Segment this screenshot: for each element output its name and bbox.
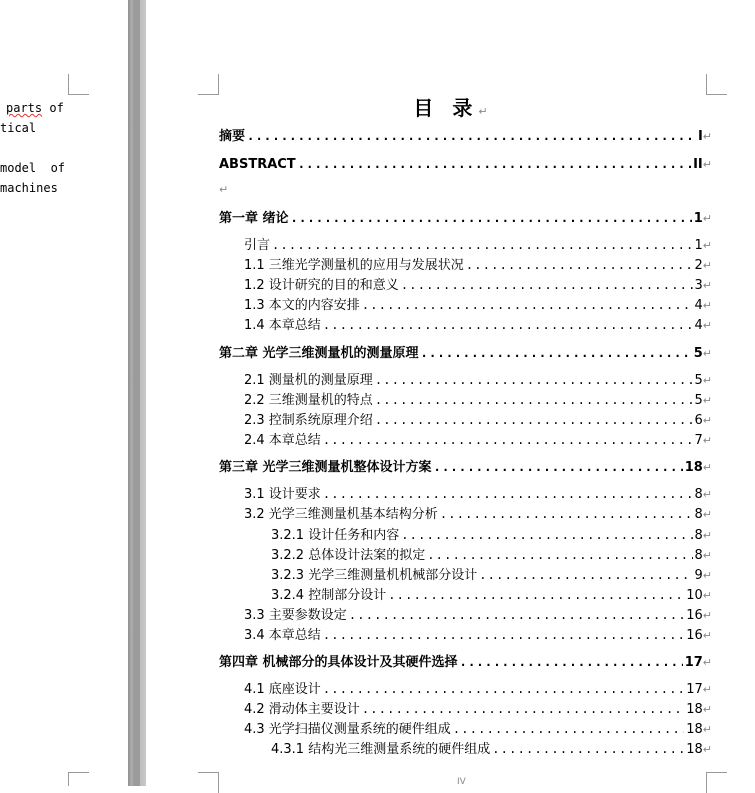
toc-entry-page: 9 — [694, 568, 703, 583]
toc-entry[interactable] — [219, 459, 712, 476]
toc-leader-dots — [375, 392, 693, 408]
toc-leader-dots — [460, 654, 683, 670]
toc-entry-label: 1.1 三维光学测量机的应用与发展状况 — [244, 258, 464, 273]
toc-entry-label: 引言 — [244, 238, 271, 253]
previous-page — [0, 0, 128, 786]
toc-leader-dots — [421, 345, 692, 361]
toc-entry-page: 18 — [686, 702, 703, 717]
toc-entry[interactable] — [244, 317, 712, 334]
toc-entry-label: 第一章 绪论 — [219, 211, 289, 226]
toc-leader-dots — [323, 432, 693, 448]
toc-entry[interactable] — [244, 486, 712, 503]
toc-entry-label: 4.3.1 结构光三维测量系统的硬件组成 — [271, 742, 491, 757]
toc-entry-label: 2.2 三维测量机的特点 — [244, 393, 373, 408]
toc-entry[interactable] — [271, 587, 712, 604]
toc-leader-dots — [362, 701, 684, 717]
toc-entry-label: 2.1 测量机的测量原理 — [244, 373, 373, 388]
toc-leader-dots — [323, 681, 684, 697]
toc-entry-page: 7 — [694, 433, 703, 448]
toc-entry-label: 3.2.2 总体设计法案的拟定 — [271, 548, 426, 563]
toc-entry-page: 16 — [686, 628, 703, 643]
toc-entry[interactable] — [244, 372, 712, 389]
toc-entry-page: 6 — [694, 413, 703, 428]
toc-leader-dots — [298, 156, 691, 172]
toc-entry[interactable] — [244, 257, 712, 274]
toc-entry-label: 1.4 本章总结 — [244, 318, 321, 333]
toc-entry-label: 第二章 光学三维测量机的测量原理 — [219, 346, 419, 361]
crop-mark — [68, 772, 89, 786]
toc-entry-page: 10 — [686, 588, 703, 603]
paragraph-mark: ↵ — [702, 414, 712, 427]
paragraph-mark: ↵ — [702, 461, 712, 474]
page-title: 目 录↵ — [413, 96, 488, 120]
paragraph-mark: ↵ — [702, 529, 712, 542]
toc-entry-label: 2.4 本章总结 — [244, 433, 321, 448]
blank-paragraph-mark: ↵ — [219, 183, 229, 196]
toc-entry-page: I — [697, 129, 703, 144]
crop-mark — [706, 772, 727, 793]
toc-leader-dots — [323, 486, 693, 502]
toc-entry-label: 4.1 底座设计 — [244, 682, 321, 697]
paragraph-mark: ↵ — [702, 374, 712, 387]
paragraph-mark: ↵ — [702, 347, 712, 360]
toc-leader-dots — [427, 547, 692, 563]
crop-mark — [68, 74, 89, 95]
toc-leader-dots — [434, 459, 683, 475]
toc-entry[interactable] — [219, 210, 712, 227]
toc-leader-dots — [291, 210, 692, 226]
page-shadow — [133, 0, 140, 786]
toc-entry-page: II — [693, 157, 703, 172]
paragraph-mark: ↵ — [702, 212, 712, 225]
toc-leader-dots — [453, 721, 684, 737]
toc-entry-label: 3.1 设计要求 — [244, 487, 321, 502]
toc-entry[interactable] — [219, 156, 712, 173]
toc-entry[interactable] — [219, 345, 712, 362]
toc-entry-page: 1 — [693, 211, 703, 226]
toc-entry-page: 8 — [694, 507, 703, 522]
toc-entry-page: 18 — [684, 460, 703, 475]
toc-entry-page: 16 — [686, 608, 703, 623]
paragraph-mark: ↵ — [702, 299, 712, 312]
toc-entry[interactable] — [244, 277, 712, 294]
paragraph-mark: ↵ — [702, 508, 712, 521]
toc-entry-label: 1.2 设计研究的目的和意义 — [244, 278, 399, 293]
toc-entry-page: 8 — [694, 548, 703, 563]
toc-entry-page: 2 — [694, 258, 703, 273]
toc-entry-page: 5 — [694, 393, 703, 408]
toc-entry-page: 18 — [686, 722, 703, 737]
toc-entry[interactable] — [244, 432, 712, 449]
paragraph-mark: ↵ — [702, 609, 712, 622]
toc-entry[interactable] — [244, 627, 712, 644]
paragraph-mark: ↵ — [702, 549, 712, 562]
crop-mark — [198, 772, 219, 793]
toc-entry-label: 1.3 本文的内容安排 — [244, 298, 360, 313]
paragraph-mark: ↵ — [702, 434, 712, 447]
toc-entry-label: 2.3 控制系统原理介绍 — [244, 413, 373, 428]
paragraph-mark: ↵ — [702, 656, 712, 669]
toc-entry-label: 3.2.3 光学三维测量机机械部分设计 — [271, 568, 478, 583]
toc-entry[interactable] — [271, 527, 712, 544]
toc-entry-page: 5 — [694, 373, 703, 388]
toc-entry-page: 3 — [694, 278, 703, 293]
toc-entry-label: 4.3 光学扫描仪测量系统的硬件组成 — [244, 722, 451, 737]
paragraph-mark: ↵ — [702, 703, 712, 716]
toc-entry-label: 3.2.1 设计任务和内容 — [271, 528, 400, 543]
toc-leader-dots — [375, 372, 693, 388]
toc-leader-dots — [323, 317, 693, 333]
left-text-line: tical — [0, 121, 37, 135]
toc-entry-page: 4 — [694, 298, 703, 313]
toc-entry-label: ABSTRACT — [219, 157, 296, 172]
paragraph-mark: ↵ — [702, 158, 712, 171]
left-text-line: model of — [0, 161, 66, 175]
toc-leader-dots — [401, 527, 692, 543]
paragraph-mark: ↵ — [702, 488, 712, 501]
toc-entry-page: 4 — [694, 318, 703, 333]
paragraph-mark: ↵ — [702, 743, 712, 756]
toc-entry-page: 5 — [693, 346, 703, 361]
toc-entry-page: 8 — [694, 528, 703, 543]
toc-entry-label: 摘要 — [219, 129, 246, 144]
toc-entry-page: 18 — [686, 742, 703, 757]
paragraph-mark: ↵ — [702, 259, 712, 272]
toc-leader-dots — [272, 237, 692, 253]
paragraph-mark: ↵ — [702, 279, 712, 292]
toc-entry-page: 1 — [694, 238, 703, 253]
toc-entry-label: 3.3 主要参数设定 — [244, 608, 347, 623]
toc-entry[interactable] — [244, 721, 712, 738]
paragraph-mark: ↵ — [702, 394, 712, 407]
toc-leader-dots — [349, 607, 684, 623]
paragraph-mark: ↵ — [702, 629, 712, 642]
toc-leader-dots — [247, 128, 696, 144]
paragraph-mark: ↵ — [702, 569, 712, 582]
toc-entry[interactable] — [271, 547, 712, 564]
paragraph-mark: ↵ — [702, 683, 712, 696]
toc-entry-label: 4.2 滑动体主要设计 — [244, 702, 360, 717]
toc-leader-dots — [388, 587, 684, 603]
toc-leader-dots — [401, 277, 693, 293]
paragraph-mark: ↵ — [702, 130, 712, 143]
left-text-line: parts of — [6, 101, 64, 115]
paragraph-mark: ↵ — [702, 723, 712, 736]
toc-entry[interactable] — [244, 237, 712, 254]
toc-entry[interactable] — [219, 128, 712, 145]
paragraph-mark: ↵ — [702, 589, 712, 602]
toc-leader-dots — [479, 567, 692, 583]
toc-entry[interactable] — [244, 701, 712, 718]
toc-entry-page: 17 — [686, 682, 703, 697]
toc-entry[interactable] — [271, 567, 712, 584]
toc-entry[interactable] — [219, 654, 712, 671]
toc-entry[interactable] — [244, 412, 712, 429]
toc-entry[interactable] — [244, 506, 712, 523]
toc-leader-dots — [466, 257, 693, 273]
toc-entry[interactable] — [244, 392, 712, 409]
toc-page — [146, 0, 755, 786]
toc-entry-label: 3.2 光学三维测量机基本结构分析 — [244, 507, 438, 522]
toc-entry[interactable] — [244, 297, 712, 314]
toc-leader-dots — [492, 741, 684, 757]
left-text-line: machines — [0, 181, 58, 195]
toc-leader-dots — [323, 627, 684, 643]
toc-entry-label: 3.2.4 控制部分设计 — [271, 588, 387, 603]
toc-entry[interactable] — [244, 681, 712, 698]
toc-entry-page: 17 — [684, 655, 703, 670]
footer-page-number: IV — [457, 777, 466, 787]
toc-entry-label: 3.4 本章总结 — [244, 628, 321, 643]
toc-entry[interactable] — [271, 741, 712, 758]
toc-entry-page: 8 — [694, 487, 703, 502]
paragraph-mark: ↵ — [702, 239, 712, 252]
paragraph-mark: ↵ — [702, 319, 712, 332]
toc-leader-dots — [362, 297, 693, 313]
toc-entry-label: 第四章 机械部分的具体设计及其硬件选择 — [219, 655, 458, 670]
toc-leader-dots — [375, 412, 693, 428]
toc-entry-label: 第三章 光学三维测量机整体设计方案 — [219, 460, 432, 475]
toc-leader-dots — [440, 506, 693, 522]
toc-entry[interactable] — [244, 607, 712, 624]
